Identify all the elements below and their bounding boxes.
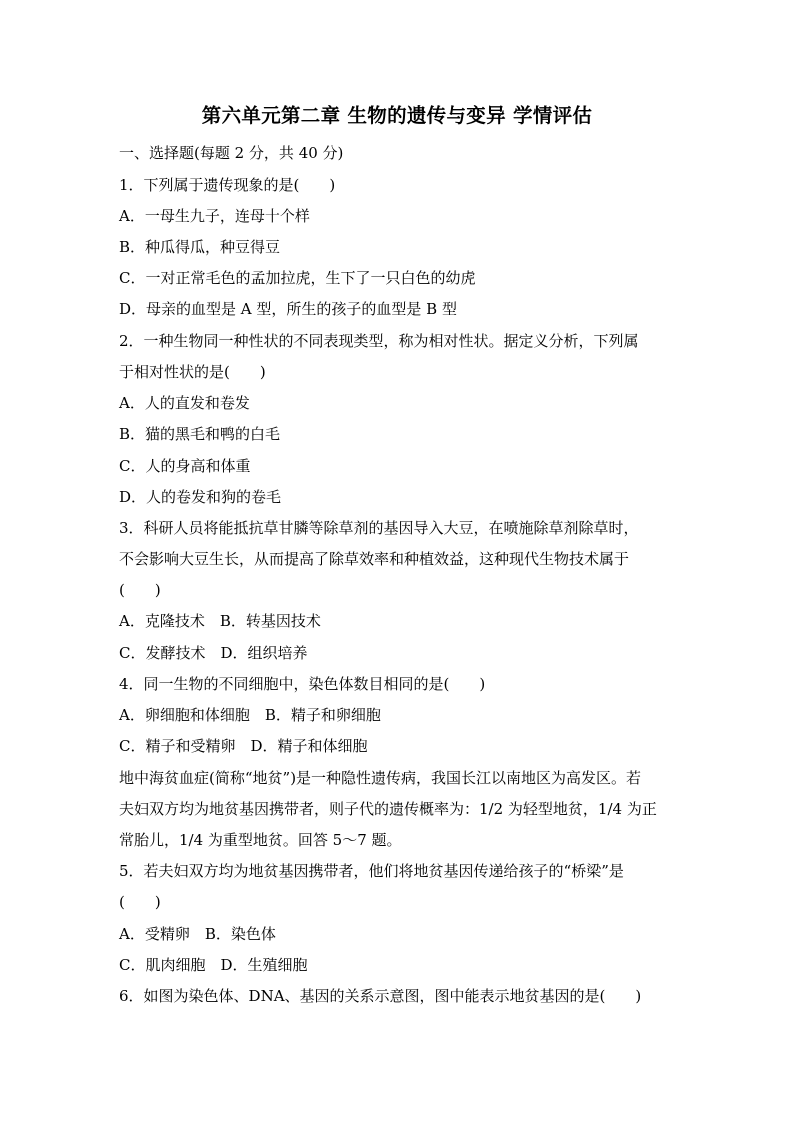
- question-2-option-d: D．人的卷发和狗的卷毛: [119, 488, 282, 506]
- question-1-option-d: D．母亲的血型是 A 型，所生的孩子的血型是 B 型: [119, 300, 457, 318]
- question-6-stem: 6．如图为染色体、DNA、基因的关系示意图，图中能表示地贫基因的是( ): [119, 987, 642, 1005]
- question-5-options-line-1: A．受精卵 B．染色体: [119, 925, 276, 943]
- question-1-option-a: A．一母生九子，连母十个样: [119, 207, 310, 225]
- question-2-stem-line-2: 于相对性状的是( ): [119, 363, 266, 381]
- question-2-option-b: B．猫的黑毛和鸭的白毛: [119, 425, 281, 443]
- question-4-options-line-1: A．卵细胞和体细胞 B．精子和卵细胞: [119, 706, 381, 724]
- passage-line-1: 地中海贫血症(简称“地贫”)是一种隐性遗传病，我国长江以南地区为高发区。若: [119, 769, 642, 787]
- question-4-options-line-2: C．精子和受精卵 D．精子和体细胞: [119, 737, 368, 755]
- question-3-stem-line-3: ( ): [119, 581, 161, 599]
- passage-line-3: 常胎儿，1/4 为重型地贫。回答 5～7 题。: [119, 831, 402, 849]
- question-3-options-line-2: C．发酵技术 D．组织培养: [119, 644, 308, 662]
- page-title: 第六单元第二章 生物的遗传与变异 学情评估: [201, 104, 593, 127]
- question-5-stem-line-2: ( ): [119, 893, 161, 911]
- question-1-stem: 1．下列属于遗传现象的是( ): [119, 176, 336, 194]
- question-1-option-b: B．种瓜得瓜，种豆得豆: [119, 238, 281, 256]
- question-2-stem-line-1: 2．一种生物同一种性状的不同表现类型，称为相对性状。据定义分析，下列属: [119, 332, 639, 350]
- question-4-stem: 4．同一生物的不同细胞中，染色体数目相同的是( ): [119, 675, 486, 693]
- question-5-stem-line-1: 5．若夫妇双方均为地贫基因携带者，他们将地贫基因传递给孩子的“桥梁”是: [119, 862, 624, 880]
- question-3-stem-line-1: 3．科研人员将能抵抗草甘膦等除草剂的基因导入大豆，在喷施除草剂除草时，: [119, 519, 639, 537]
- passage-line-2: 夫妇双方均为地贫基因携带者，则子代的遗传概率为：1/2 为轻型地贫，1/4 为正: [119, 800, 657, 818]
- question-5-options-line-2: C．肌肉细胞 D．生殖细胞: [119, 956, 308, 974]
- question-3-options-line-1: A．克隆技术 B．转基因技术: [119, 612, 321, 630]
- question-1-option-c: C．一对正常毛色的孟加拉虎，生下了一只白色的幼虎: [119, 269, 476, 287]
- question-2-option-a: A．人的直发和卷发: [119, 394, 250, 412]
- question-3-stem-line-2: 不会影响大豆生长，从而提高了除草效率和种植效益，这种现代生物技术属于: [119, 550, 630, 568]
- section-heading: 一、选择题(每题 2 分，共 40 分): [119, 144, 344, 162]
- question-2-option-c: C．人的身高和体重: [119, 457, 251, 475]
